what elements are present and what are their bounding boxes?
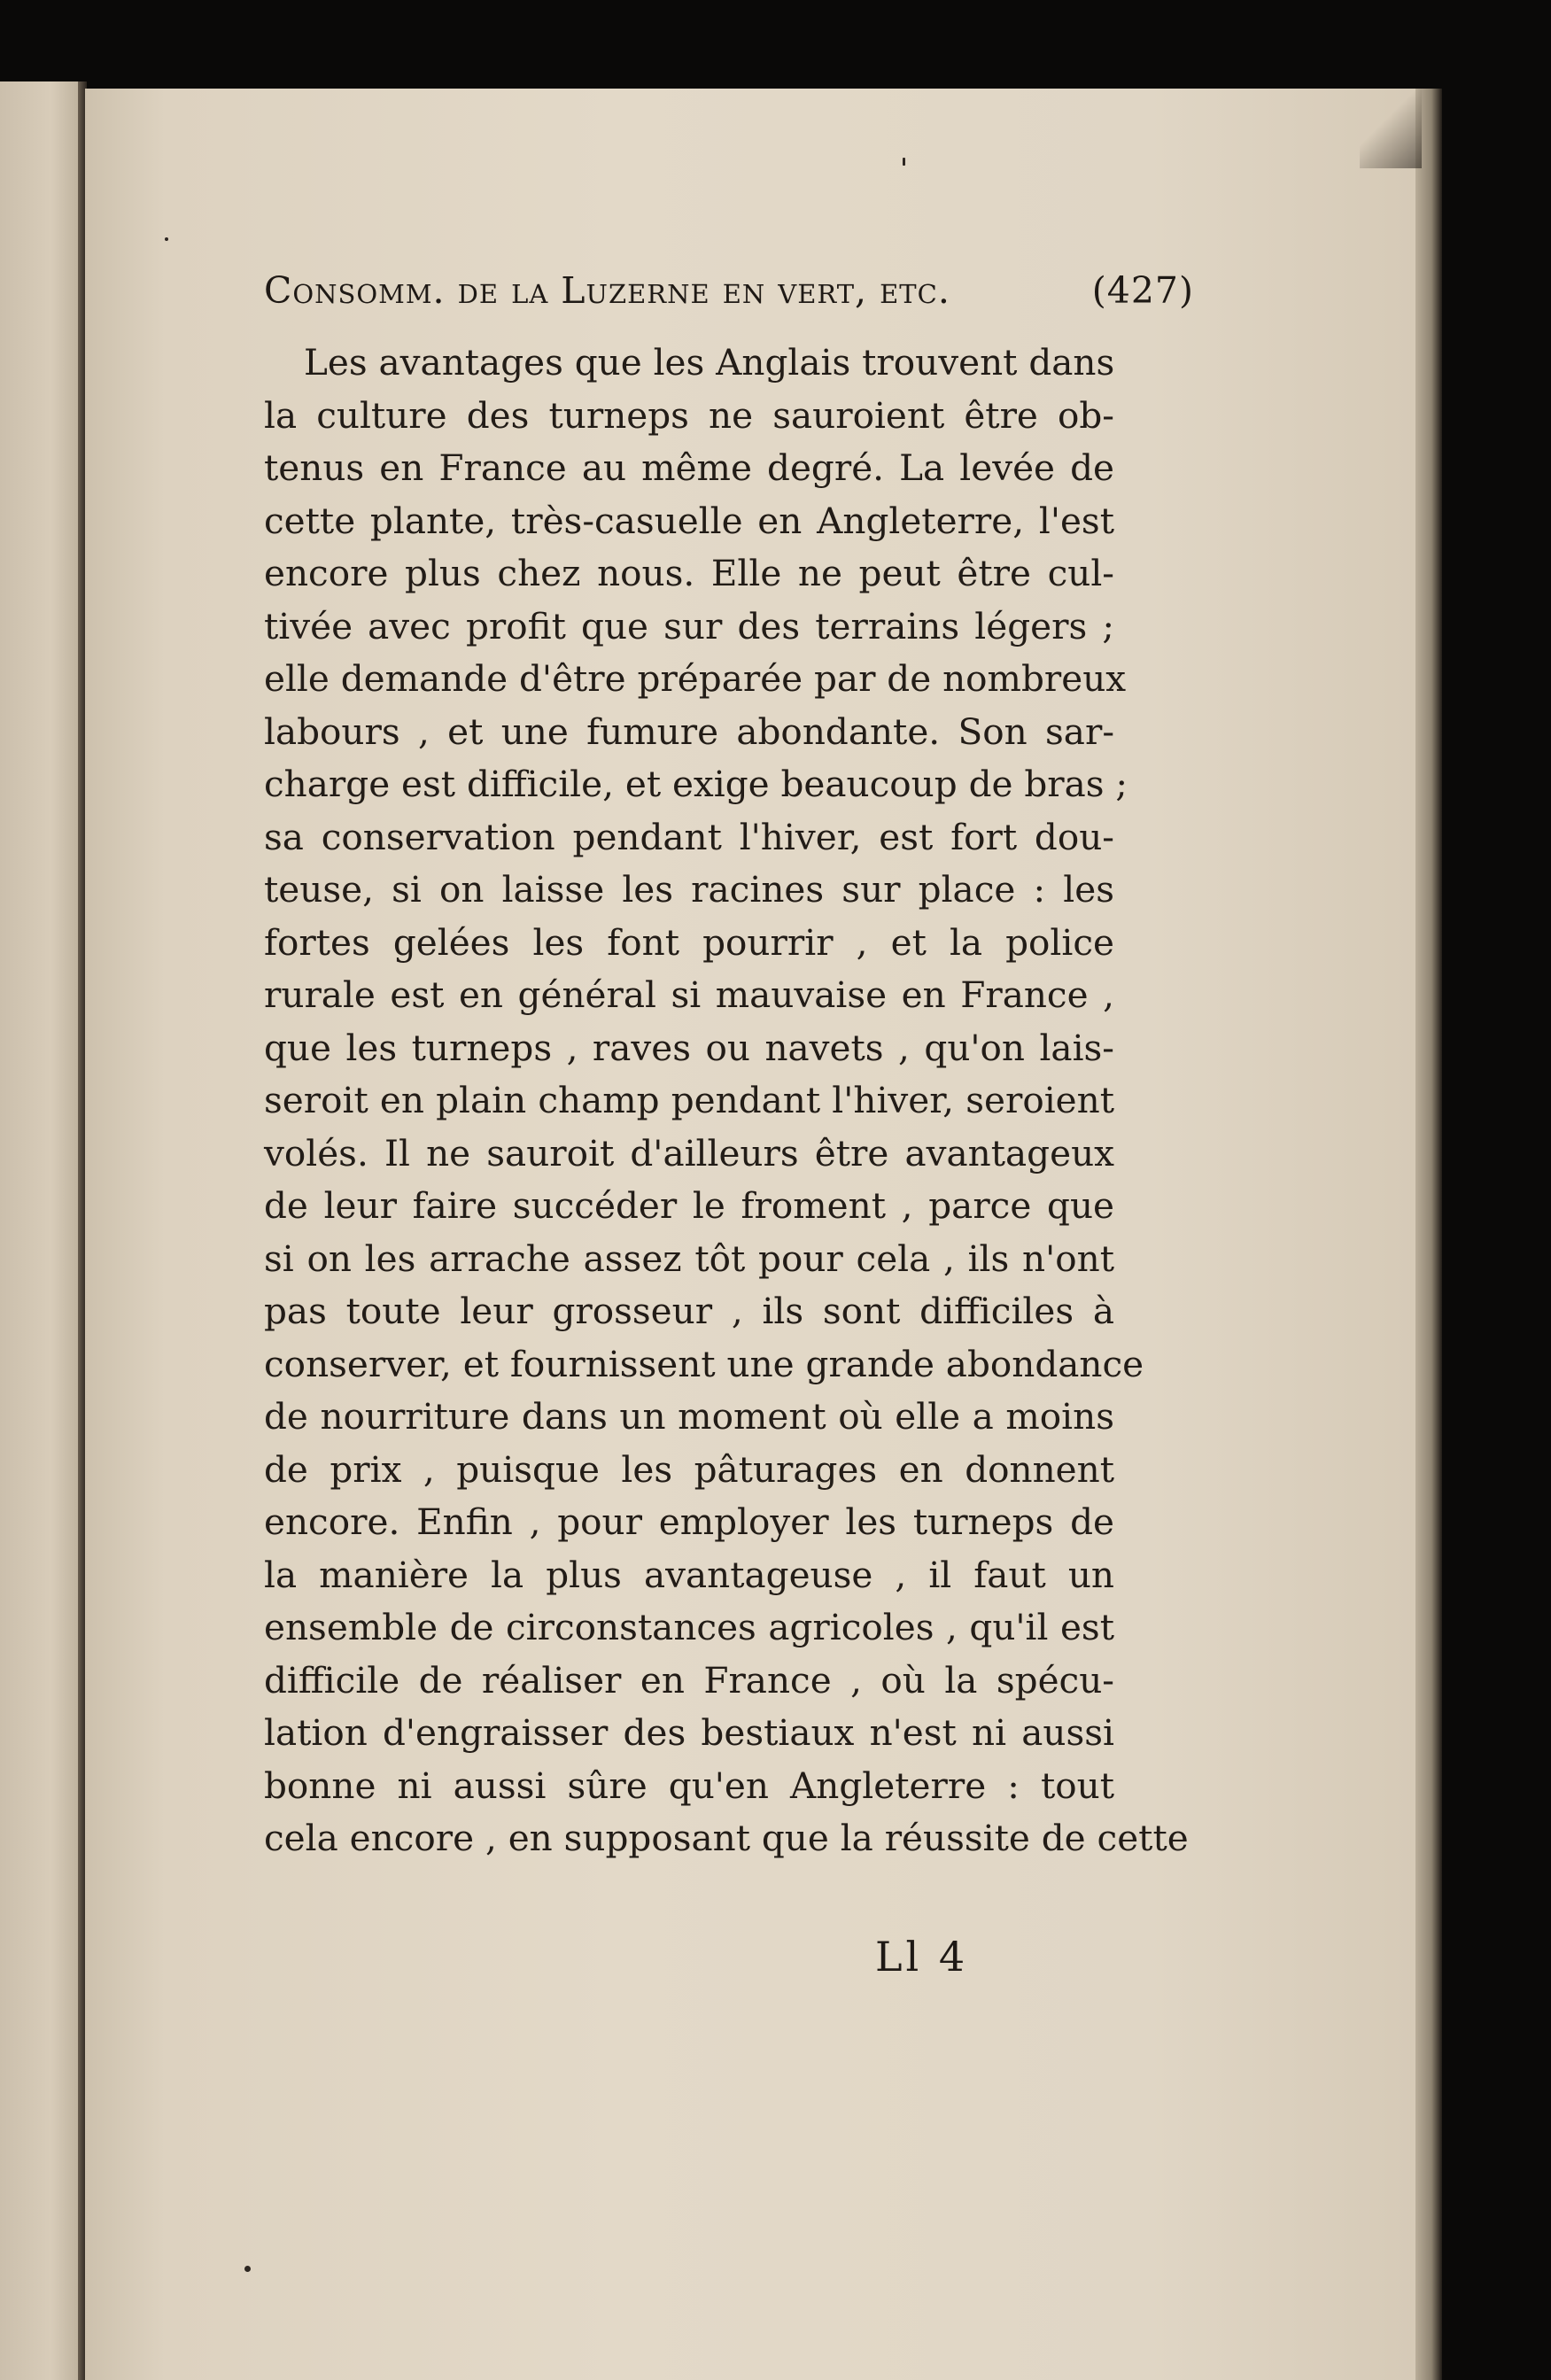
paper-speck [244, 2266, 251, 2272]
text-line: la manière la plus avantageuse , il faut un [264, 1553, 1114, 1596]
page-corner-curl [1360, 89, 1422, 168]
text-line: rurale est en général si mauvaise en France , [264, 973, 1114, 1016]
text-line: labours , et une fumure abondante. Son sar- [264, 709, 1114, 753]
text-line: charge est difficile, et exige beaucoup de bras ; [264, 763, 1128, 805]
text-line: encore plus chez nous. Elle ne peut être cul- [264, 552, 1114, 594]
text-line: si on les arrache assez tôt pour cela , ils n'ont [264, 1237, 1114, 1280]
paper-speck [903, 158, 905, 166]
text-line: de nourriture dans un moment où elle a moins [264, 1395, 1114, 1438]
text-line: que les turneps , raves ou navets , qu'on lais- [264, 1026, 1114, 1069]
text-line: volés. Il ne sauroit d'ailleurs être avantageux [264, 1131, 1114, 1174]
text-line: elle demande d'être préparée par de nombreux [264, 657, 1127, 700]
text-line: lation d'engraisser des bestiaux n'est ni aussi [264, 1711, 1114, 1754]
text-line: cela encore , en supposant que la réussite de cette [264, 1817, 1189, 1859]
text-line: encore. Enfin , pour employer les turneps de [264, 1500, 1114, 1543]
text-line: pas toute leur grosseur , ils sont difficiles à [264, 1290, 1114, 1332]
text-line: tivée avec profit que sur des terrains légers ; [264, 604, 1114, 647]
paper-speck [165, 237, 168, 241]
text-line: bonne ni aussi sûre qu'en Angleterre : tout [264, 1764, 1114, 1807]
text-line: Les avantages que les Anglais trouvent dans [304, 341, 1115, 384]
running-head-title: Consomm. de la Luzerne en vert, etc. [264, 269, 950, 312]
body-text [264, 337, 1189, 1865]
text-line: difficile de réaliser en France , où la spécu- [264, 1658, 1114, 1702]
text-line: fortes gelées les font pourrir , et la police [264, 920, 1114, 964]
text-line: ensemble de circonstances agricoles , qu'il est [264, 1606, 1114, 1648]
text-line: la culture des turneps ne sauroient être ob- [264, 393, 1114, 437]
text-line: de prix , puisque les pâturages en donnent [264, 1447, 1114, 1491]
text-line: conserver, et fournissent une grande abondance [264, 1342, 1144, 1385]
text-line: sa conservation pendant l'hiver, est fort dou- [264, 815, 1114, 858]
page-fore-edge [1415, 89, 1442, 2380]
text-line: seroit en plain champ pendant l'hiver, seroient [264, 1079, 1114, 1121]
text-line: de leur faire succéder le froment , parce que [264, 1184, 1114, 1227]
signature-mark: Ll 4 [875, 1933, 969, 1981]
facing-page-edge [0, 81, 85, 2380]
text-line: tenus en France au même degré. La levée de [264, 446, 1114, 489]
running-head [264, 269, 1194, 324]
text-line: cette plante, très-casuelle en Angleterre, l'est [264, 499, 1114, 542]
page-number: (427) [1091, 269, 1194, 312]
text-line: teuse, si on laisse les racines sur place : les [264, 868, 1114, 911]
